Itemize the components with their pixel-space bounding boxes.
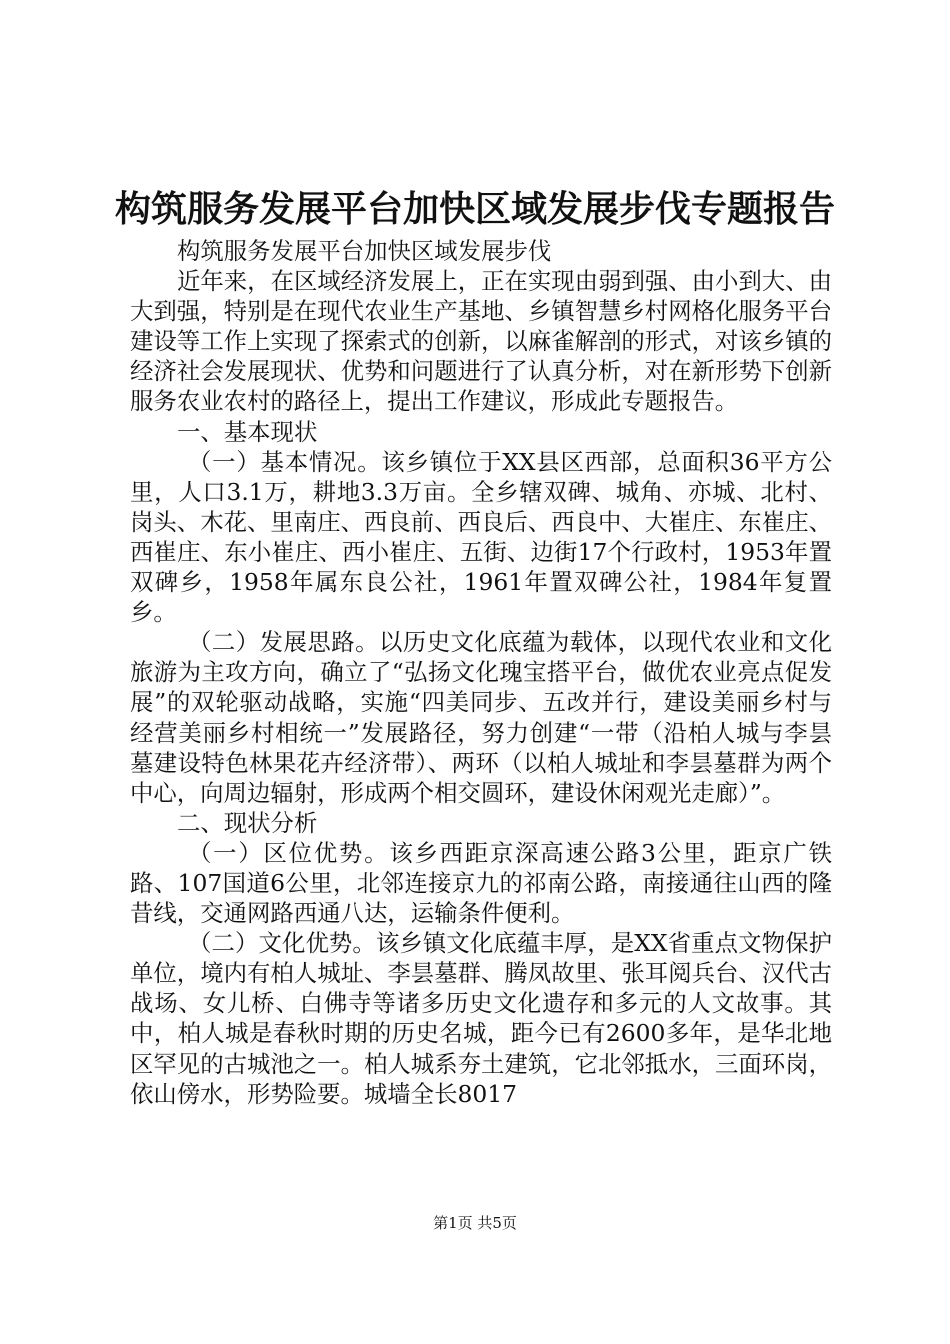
page-number-footer: 第1页 共5页 — [433, 1214, 517, 1232]
subtitle-paragraph: 构筑服务发展平台加快区域发展步伐 — [177, 237, 552, 265]
intro-paragraph: 近年来，在区域经济发展上，正在实现由弱到强、由小到大、由大到强，特别是在现代农业生产基地、乡镇智慧乡村网格化服务平台建设等工作上实现了探索式的创新，以麻雀解剖的形式，对该乡镇的经济社会发展现状、优势和问题进行了认真分析，对在新形势下创新服务农业农村的路径上，提出工作建议，形成此专题报告。 — [130, 267, 832, 416]
body-paragraph: （一）区位优势。该乡西距京深高速公路3公里，距京广铁路、107国道6公里，北邻连接京九的祁南公路，南接通往山西的隆昔线，交通网路西通八达，运输条件便利。 — [130, 838, 832, 928]
body-paragraph: （一）基本情况。该乡镇位于XX县区西部，总面积36平方公里，人口3.1万，耕地3.3万亩。全乡辖双碑、城角、亦城、北村、岗头、木花、里南庄、西良前、西良后、西良中、大崔庄、东崔庄、西崔庄、东小崔庄、西小崔庄、五街、边街17个行政村，1953年置双碑乡，1958年属东良公社，1961年置双碑公社，1984年复置乡。 — [130, 447, 832, 627]
body-paragraph: （二）发展思路。以历史文化底蕴为载体，以现代农业和文化旅游为主攻方向，确立了“弘扬文化瑰宝搭平台，做优农业亮点促发展”的双轮驱动战略，实施“四美同步、五改并行，建设美丽乡村与经营美丽乡村相统一”发展路径，努力创建“一带（沿柏人城与李昙墓建设特色林果花卉经济带）、两环（以柏人城址和李昙墓群为两个中心，向周边辐射，形成两个相交圆环，建设休闲观光走廊）”。 — [130, 628, 832, 807]
document-body — [130, 236, 832, 1109]
section-heading: 二、现状分析 — [177, 808, 318, 837]
section-heading: 一、基本现状 — [177, 417, 318, 446]
body-paragraph: （二）文化优势。该乡镇文化底蕴丰厚，是XX省重点文物保护单位，境内有柏人城址、李昙墓群、腾凤故里、张耳阅兵台、汉代古战场、女儿桥、白佛寺等诸多历史文化遗存和多元的人文故事。其中，柏人城是春秋时期的历史名城，距今已有2600多年，是华北地区罕见的古城池之一。柏人城系夯土建筑，它北邻抵水，三面环岗，依山傍水，形势险要。城墙全长8017 — [130, 929, 832, 1108]
document-title: 构筑服务发展平台加快区域发展步伐专题报告 — [114, 188, 835, 230]
